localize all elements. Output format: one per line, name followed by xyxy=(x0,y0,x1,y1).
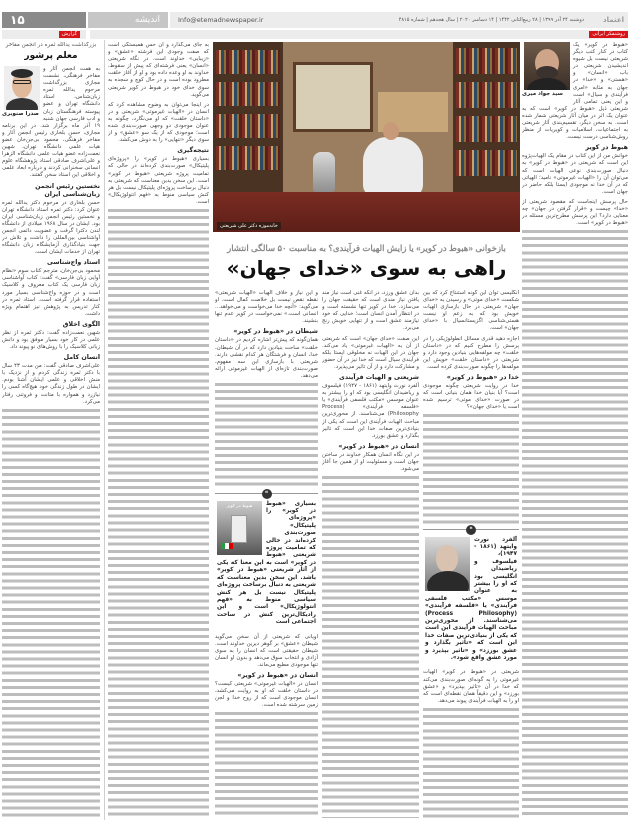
paragraph: به همت انجمن آثار و مفاخر فرهنگی، نشست مجازی بزرگداشت مرحوم یدالله ثمره زبان‌شناس، استاد دانشگاه تهران و عضو پیوسته فرهنگستان زبان و ادب فارسی جهان شنبه ۱۹ آذر ماه برگزار شد. در این برنامه مجازی، حسن بلخاری رئیس انجمن آثار و مفاخر فرهنگی، محمود بی‌جن‌خان عضو هیات علمی دانشگاه تهران، شهین نعمت‌زاده عضو هیات علمی دانشگاه الزهرا و علی‌اشرف صادقی استاد پژوهشگاه علوم انسانی سخنرانی کردند و درباره ابعاد علمی و اخلاقی این استاد سخن گفتند. xyxy=(2,66,100,179)
article-photo xyxy=(213,42,520,232)
paragraph: بسیاری «هبوط در کویر» را «پروژه‌ای پلیتیکال» صورت‌بندی کرده‌اند در حالی که تمامیت پروژه شریعتی «هبوط در کویر» است. این سخن بدین معناست که شریعتی به دنبال برساخت پروژه‌ای پلیتیکال نیست بل هر کنش سیاسی منوط به «فهم انتولوژیکال» است. xyxy=(108,156,209,205)
report-title: معلم پرشور xyxy=(24,51,78,61)
author-column xyxy=(522,42,628,818)
text-continuation xyxy=(522,230,628,818)
paragraph: در این نگاه انسان همکار خداوند در ساختن جهان است و مسئولیت او از همین جا آغاز می‌شود. xyxy=(322,451,419,472)
subheading: الگوی اخلاق xyxy=(62,320,100,328)
paragraph: و این نیاز و خلاف الهیات «الهیات شریعتی» نقطه نقص نیست بل خلاصت کمال است. او می‌گوید: «آنچه خدا می‌خواست و می‌خواهد... انسانی است.» نمی‌خواست در کویر عدم تنها بنشیند. xyxy=(215,290,318,325)
section-title: اندیشه xyxy=(88,12,168,28)
paragraph: همان‌گونه که پیش‌تر اشاره کردیم در «داستان خلقت» ساحت بنیادین دارد که در آن شیطان، خدا، انسان و فرشتگان هر کدام نقشی دارند. شریعتی با بازسازی این سه مفهوم، صورت‌بندی تازه‌ای از الهیات غیرموتی ارائه می‌دهد. xyxy=(215,337,318,379)
paragraph: خوانش من از این کتاب در مقام یک الهیات‌پژوه این است که شریعتی در «هبوط در کویر» به دنبال صورت‌بندی نوعی الهیات است که می‌توان آن را «الهیات غیرموتی» نامید؛ الهیاتی که در آن خدا نه موجودی ایستا بلکه حاضر در جهان است. xyxy=(522,153,628,195)
paragraph: در اینجا می‌توان به وضوح مشاهده کرد که انسان در «الهیات غیرموتی» شریعتی و در «داستان خلقت» که او می‌نگارد، چگونه به عنوان موجودی دو وجهی صورت‌بندی شده است؛ موجودی که از یک سو «عشق» و از سوی دیگر «تنهایی» را به دوش می‌کشد. xyxy=(108,101,209,144)
paragraph: انگلیسی توان این گونه استنتاج کرد که بین شکست «خدای موتی» و رسیدن به «خدای جهان» شریعتی در حال بازسازی الهیات خویش بود که به زعم او نیست هستی‌شناسی اگزیستانسیال با «خدای جهان» است. xyxy=(423,290,519,332)
column-divider xyxy=(104,40,105,820)
article-headline: راهی به سوی «خدای جهان» xyxy=(226,256,507,280)
text-continuation xyxy=(423,414,519,524)
paragraph: حسن بلخاری در مرحوم دکتر یدالله ثمره عنوان کرد: دکتر ثمره استاد دانشگاه تهران و نخستین رئیس انجمن زبان‌شناسی ایران بود. ایشان در سال ۱۹۶۸ میلادی از دانشگاه لندن دکترا گرفت و عضویت دائمی انجمن آواشناسی بین‌المللی را داشت و تلاش در جهت بنیادگذاری آزمایشگاه زبان دانشگاه تهران از خدمات ایشان است. xyxy=(2,199,100,256)
paragraph: بدان عشق ورزد، در آنکه غنی است نیاز مند یافتن نیاز مندی است که حقیقت جهان را می‌سازد. خدا در کویر تنها نشسته است و در انتظار آمدن انسان است؛ خدایی که خود نیازمند عشق است و از تنهایی خویش رنج می‌برد. xyxy=(322,290,419,332)
biography-box xyxy=(423,525,519,666)
comment-icon: ❝ xyxy=(466,525,476,535)
comment-icon: ❝ xyxy=(262,489,272,499)
subheading: شریعتی و الهیات فرآیندی xyxy=(339,374,419,382)
photo-caption: خانه‌موزه دکتر علی شریعتی xyxy=(217,222,281,230)
author-name: سید جواد میری xyxy=(522,91,563,97)
subheading: خدا در «هبوط در کویر» xyxy=(446,374,519,382)
paragraph: به جای می‌گذارد و آن حس همبستگی است که صفت وجودی این فرشته «عشق» و «زیبایی» خداوند است. در نگاه شریعتی «انسان» یعنی فرشته‌ای که پیش از سقوط، خداوند به او وعده داده بود و او از آغاز خلقت مطرود بوده است و در حال کوچ و سجده به سوی خدای خود در هبوط در کویر شریعتی می‌گوید. xyxy=(108,42,209,98)
paragraph: شهین نعمت‌زاده گفت: دکتر ثمره از نظر علمی در کار خود بسیار موفق بود و دانش زبانی کلاسیک را با روش‌های نو پیوند داد. xyxy=(2,329,100,351)
paragraph: حال پرسش اینجاست که مقصود شریعتی از «خدا» چیست و «قرار گرفتن در جهان» چه معنایی دارد؟ این پرسش مطرح‌ترین مسئله در «هبوط در کویر» است. xyxy=(522,198,628,227)
text-continuation xyxy=(108,209,209,818)
article-kicker: بازخوانی «هبوط در کویر» یا زایش الهیات فرآیندی؟ به مناسبت ۵۰ سالگی انتشار xyxy=(227,243,506,253)
subheading: انسان در «هبوط در کویر» xyxy=(338,442,419,450)
book-cover-title: هبوط در کویر xyxy=(226,503,253,509)
paragraph: خدا در روایت شریعتی چگونه موجودی است؟ آیا بنیان خدا همان بنیانی است که در صورت «خدای موتی» ترسیم شده است یا «خدای جهان»؟ xyxy=(423,383,519,411)
article-title-block xyxy=(213,235,520,288)
email-link[interactable]: Info@etemadnewspaper.ir xyxy=(178,16,264,24)
article-column-2 xyxy=(215,290,318,818)
article-column-3 xyxy=(322,290,419,818)
paragraph: «هبوط در کویر» یک کتاب در کنار کتب دیگر شریعتی نیست بل شیوه اندیشیدن شریعتی در باب «انسان» و «هستی» و «خدا» در جهان به مثابه «امری فرآیندی و سیال» است و این یعنی تمامی آثار شریعتی ذیل «هبوط در کویر» است که به عنوان یک اثر در میان آثار شریعتی شمار شده است. به سخن دیگر، تقسیم‌بندی آثار شریعتی به اجتماعیات، اسلامیات و کویریات از منظر روش‌شناسی درست نیست. xyxy=(522,42,628,141)
header-bar xyxy=(170,12,628,28)
paragraph: محمود بی‌جن‌خان، مترجم کتاب سوم «نظام آوایی زبان فارسی» گفت: کتاب آواشناسی زبان فارسی یک کتاب معروف و کلاسیک است و در حوزه واج‌شناسی بسیار مورد استفاده قرار گرفته است. استاد ثمره در کنار تدریس به پژوهش نیز اهتمام ویژه داشت. xyxy=(2,268,100,317)
report-label: گزارش xyxy=(59,31,80,38)
whitehead-portrait xyxy=(425,537,470,591)
newspaper-logo: اعتماد xyxy=(603,16,624,24)
report-column xyxy=(2,42,100,818)
pull-quote-text: بسیاری «هبوط در کویر» را «پروژه‌ای پلیتیکال» صورت‌بندی کرده‌اند در حالی که تمامیت پروژه شریعتی «هبوط در کویر» است به این معنا که یکی از آثار شریعتی «هبوط در کویر» باشد. این سخن بدین معناست که شریعتی به دنبال برساخت پروژه‌ای پلیتیکال نیست بل هر کنش سیاسی منوط به «فهم انتولوژیکال» است و این رادیکال‌ترین کنش در ساحت اجتماعی است xyxy=(217,500,316,626)
author-block xyxy=(522,42,570,101)
book-cover-image xyxy=(217,501,262,555)
text-continuation xyxy=(215,383,318,489)
text-continuation xyxy=(423,708,519,818)
paragraph: اویانی که شریعتی از آن سخن می‌گوید شیطان «عشق» بر گوهر دیرین خداوند است. شیطان حقیقتی است که انسان را به سوی آزادی و انتخاب سوق می‌دهد و بدون او انسان تنها موجودی مطیع می‌ماند. xyxy=(215,633,318,668)
author-name: صدرا صنوبری xyxy=(2,111,39,117)
subheading: انسان در «هبوط در کویر» xyxy=(237,672,318,680)
page-number: ۱۵ xyxy=(2,12,86,28)
article-column-1 xyxy=(108,42,209,818)
paragraph: انسان در «الهیات غیرموتی» شریعتی کیست؟ در داستان خلقت که او به روایت می‌کشد، انسان موجودی است که از روح خدا و لجن زمین سرشته شده است. xyxy=(215,681,318,709)
samovar xyxy=(313,152,335,192)
author-photo xyxy=(4,66,40,110)
report-author-block xyxy=(2,66,40,121)
author-photo xyxy=(524,42,570,90)
paragraph: این صفت «خدای جهان» است که شریعتی از آن به «الهیات غیرموتی» یاد می‌کند. جهان در این الهیات نه مخلوقی ایستا بلکه فرآیندی سیال است که خدا نیز در آن حضور و مشارکت دارد و از آن تاثیر می‌پذیرد. xyxy=(322,335,419,370)
intellectual-label: روشنفکر ایرانی xyxy=(589,31,628,38)
subheading: هبوط در کویر xyxy=(585,144,628,152)
intellectual-label-bar xyxy=(90,30,628,39)
report-kicker: بزرگداشت یدالله ثمره در انجمن مفاخر xyxy=(5,42,97,48)
subheading: استاد واج‌شناسی xyxy=(46,259,100,267)
subheading: انسان کامل xyxy=(63,354,100,362)
paragraph: شریعتی در «هبوط در کویر» الهیات غیرموتی را به گونه‌ای صورت‌بندی می‌کند که خدا در آن «تاثیر بپذیرد» و «عشق بورزد» و این دقیقاً همان نقطه‌ای است که او را به الهیات فرآیندی پیوند می‌دهد. xyxy=(423,669,519,704)
paragraph: علی‌اشرف صادقی گفت: من مدت ۴۳ سال با دکتر ثمره زندگی کردم و از نزدیک با منش اخلاقی و علمی ایشان آشنا بودم. ایشان در طول زندگی خود هیچ‌گاه کسی را نیازرد و همواره با متانت و فروتنی رفتار می‌کرد. xyxy=(2,363,100,405)
article-column-4 xyxy=(423,290,519,818)
text-continuation xyxy=(322,476,419,818)
text-continuation xyxy=(2,409,100,818)
subheading: شیطان در «هبوط در کویر» xyxy=(233,328,318,336)
biography-text: آلفرد نورث وایتهد (۱۸۶۱ - ۱۹۴۷)، فیلسوف و ریاضیدان انگلیسی بود که او را بیشتر به عنوان موسس «مکتب فلسفی فرآیندی» یا «فلسفه فرآیندی» (Process Philosophy) می‌شناسند. از محوری‌ترین مباحث الهیات فرآیندی این است که یکی از بنیادی‌ترین صفات خدا این است که «تاثیر بگذارد و عشق بورزد» و «تاثیر بپذیرد و مورد عشق واقع شود». xyxy=(425,536,517,662)
date-line: دوشنبه ۲۴ آذر ۱۳۹۹ | ۲۸ ربیع‌الثانی ۱۴۴۲ | ۱۴ دسامبر ۲۰۲۰ | سال هجدهم | شماره ۴۸۱۵ xyxy=(398,17,584,23)
pull-quote-box xyxy=(215,489,318,630)
text-continuation xyxy=(215,712,318,818)
paragraph: آلفرد نورث وایتهد (۱۸۶۱ - ۱۹۴۷) فیلسوف و ریاضیدان انگلیسی بود که او را بیشتر به عنوان موسس «مکتب فلسفی فرآیندی» یا «فلسفه فرآیندی» (Process Philosophy) می‌شناسند. از محوری‌ترین مباحث الهیات فرآیندی این است که یکی از بنیادی‌ترین صفات خدا این است که تاثیر بگذارد و عشق بورزد. xyxy=(322,383,419,439)
subheading: نتیجه‌گیری xyxy=(177,147,209,155)
subheading: نخستین رئیس انجمن زبان‌شناسی ایران xyxy=(35,182,100,198)
paragraph: اجازه دهید قدری مسائل انطولوژیکی را در پرسش را مطرح کنیم که در «داستان خلقت» چه مولفه‌هایی بنیادین وجود دارد و شریعتی در «داستان خلقت» خویش این مولفه‌ها را چگونه صورت‌بندی کرده است. xyxy=(423,335,519,370)
report-label-bar xyxy=(2,30,86,39)
